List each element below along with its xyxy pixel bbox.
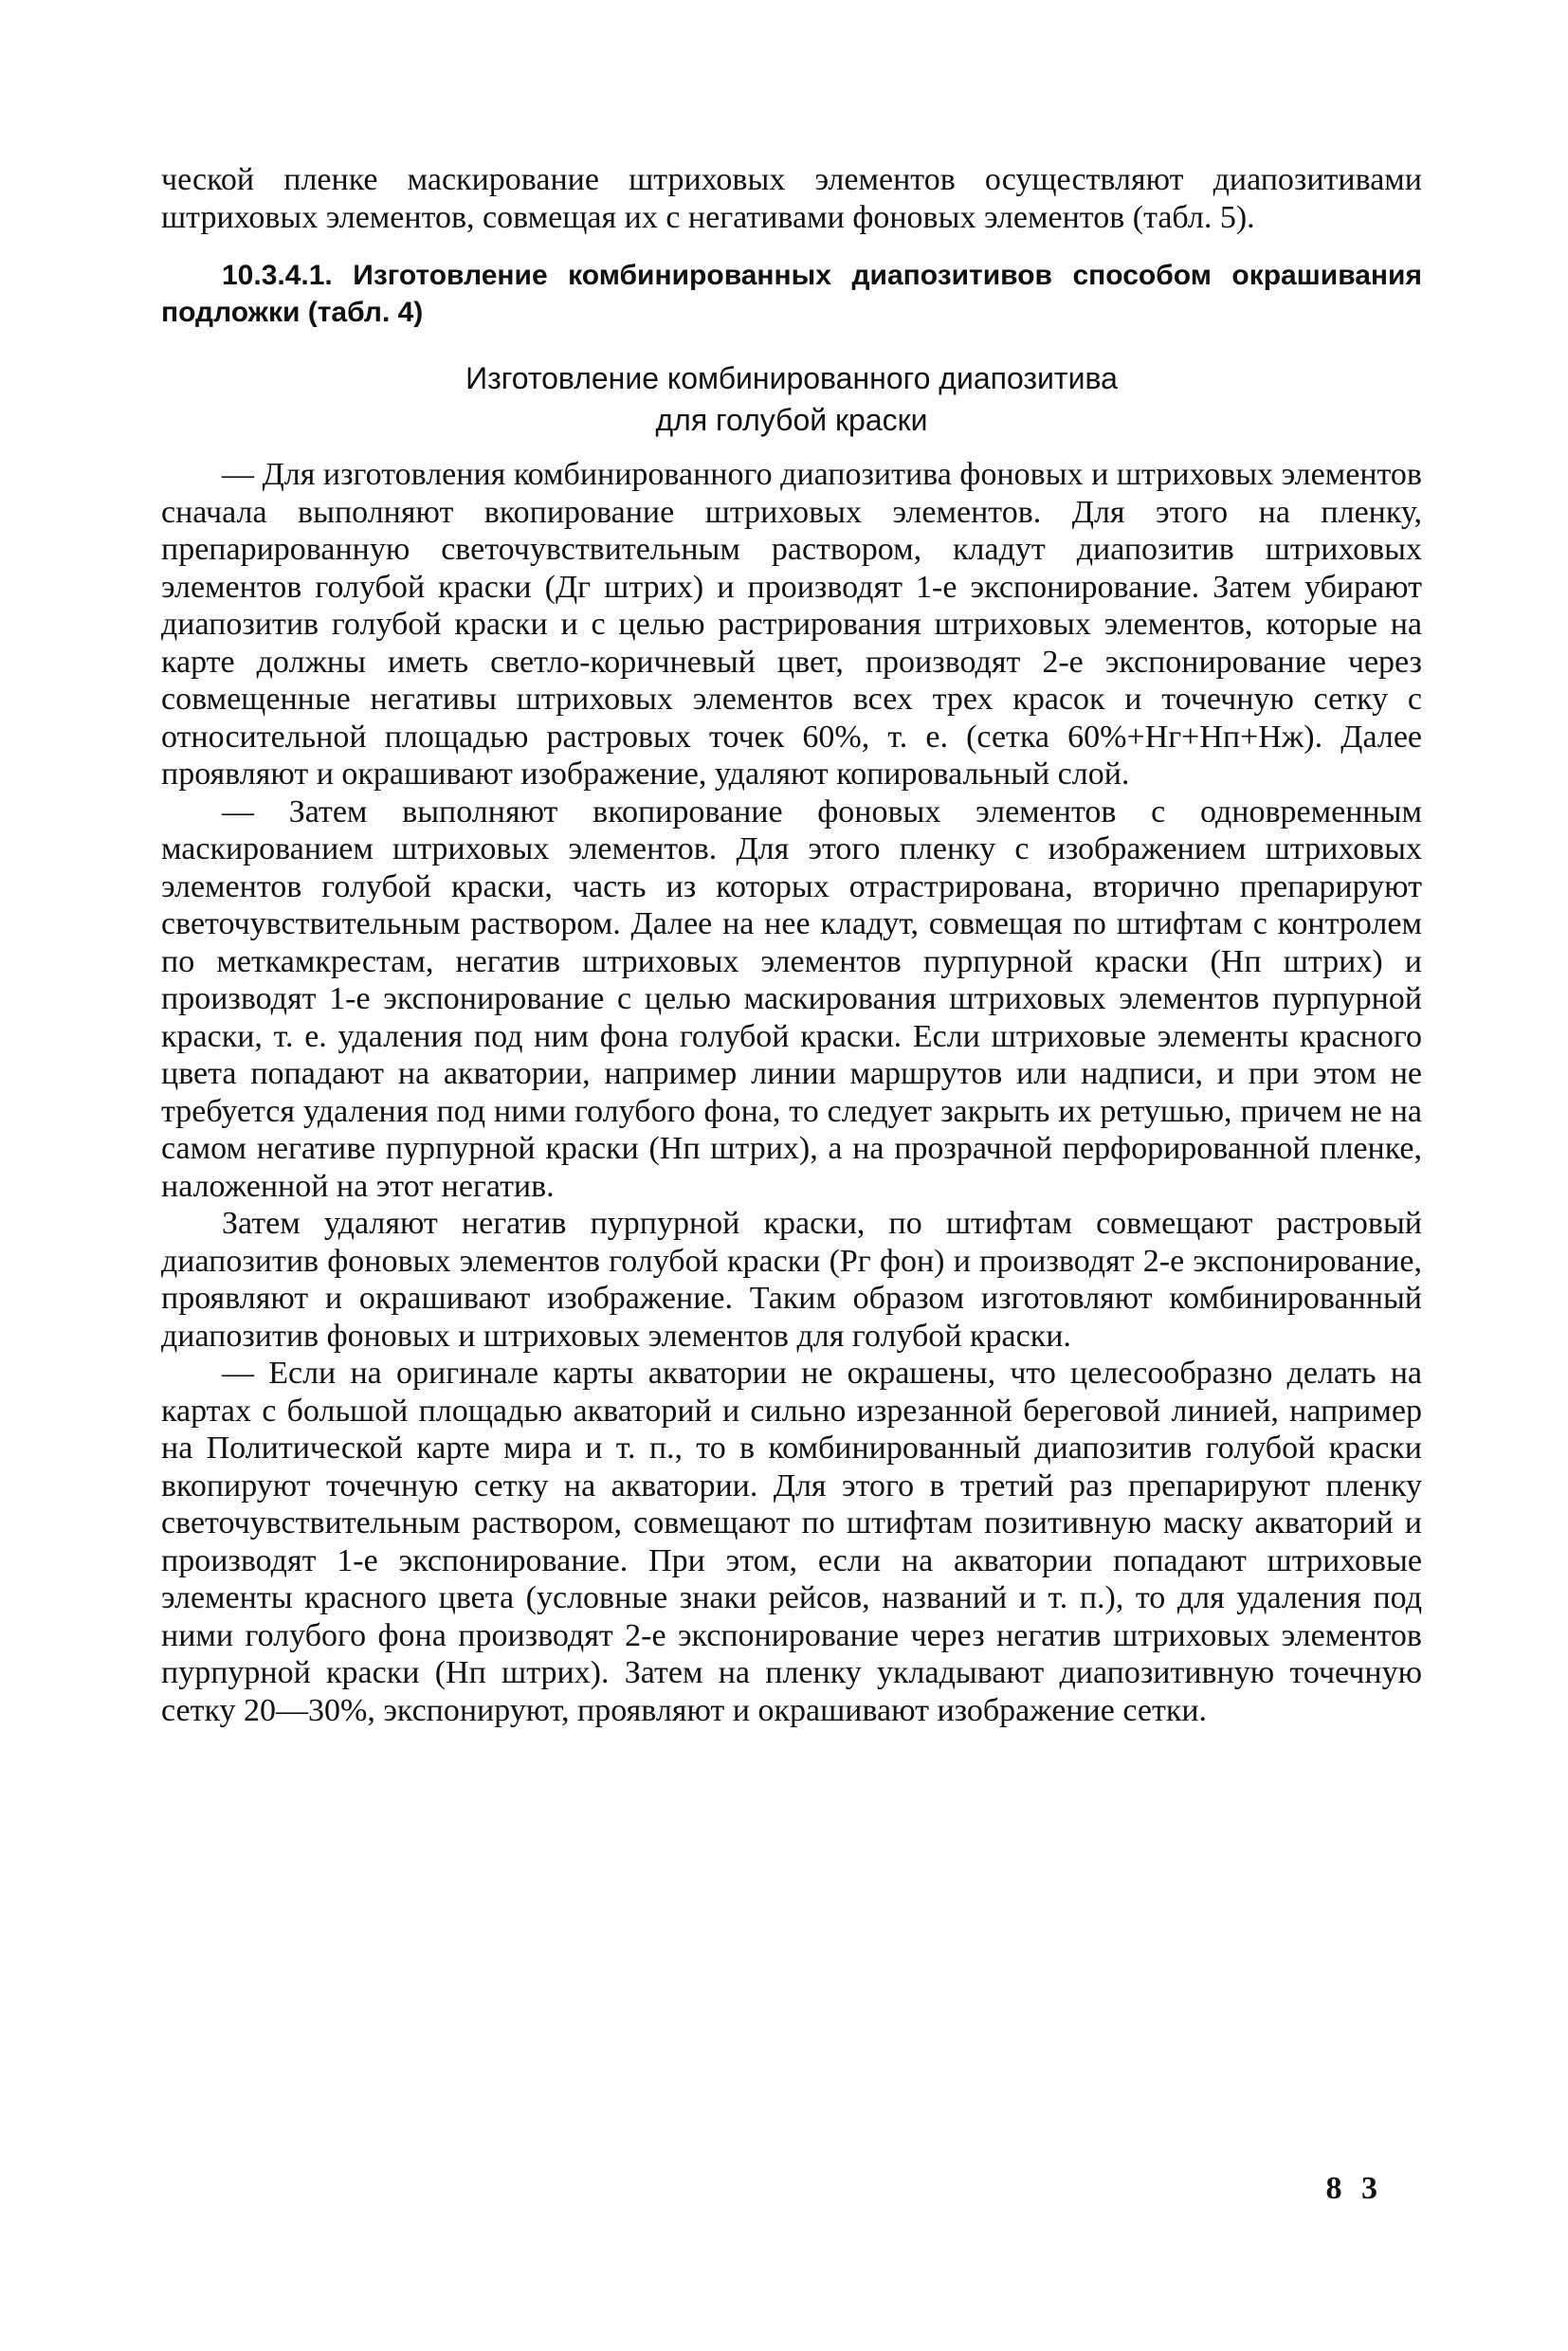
page-body <box>161 161 1422 1729</box>
subheading-line-1: Изготовление комбинированного диапозитива <box>465 361 1118 395</box>
body-paragraph-1: — Для изготовления комбинированного диапозитива фоновых и штриховых элементов сначала выполняют вкопирование штриховых элементов. Для этого на пленку, препарированную светочувствительным раствором, кладут диапозитив штриховых элементов голубой краски (Дг штрих) и производят 1-е экспонирование. Затем убирают диапозитив голубой краски и с целью растрирования штриховых элементов, которые на карте должны иметь светло-коричневый цвет, производят 2-е экспонирование через совмещенные негативы штриховых элементов всех трех красок и точечную сетку с относительной площадью растровых точек 60%, т. е. (сетка 60%+Нг+Нп+Нж). Далее проявляют и окрашивают изображение, удаляют копировальный слой. <box>161 457 1422 792</box>
page-number: 8 3 <box>1325 2171 1383 2206</box>
subheading-line-2: для голубой краски <box>655 403 928 437</box>
subheading <box>161 357 1422 441</box>
intro-paragraph: ческой пленке маскирование штриховых элементов осуществляют диапозитивами штриховых элементов, совмещая их с негативами фоновых элементов (табл. 5). <box>161 162 1422 235</box>
body-paragraph-4: — Если на оригинале карты акватории не окрашены, что целесообразно делать на картах с большой площадью акваторий и сильно изрезанной береговой линией, например на Политической карте мира и т. п., то в комбинированный диапозитив голубой краски вкопируют точечную сетку на акватории. Для этого в третий раз препарируют пленку светочувствительным раствором, совмещают по штифтам позитивную маску акваторий и производят 1-е экспонирование. При этом, если на акватории попадают штриховые элементы красного цвета (условные знаки рейсов, названий и т. п.), то для удаления под ними голубого фона производят 2-е экспонирование через негатив штриховых элементов пурпурной краски (Нп штрих). Затем на пленку укладывают диапозитивную точечную сетку 20—30%, экспонируют, проявляют и окрашивают изображение сетки. <box>161 1356 1422 1728</box>
section-heading: 10.3.4.1. Изготовление комбинированных диапозитивов способом окрашивания подложки (табл. 4) <box>161 260 1422 328</box>
body-paragraph-3: Затем удаляют негатив пурпурной краски, по штифтам совмещают растровый диапозитив фоновых элементов голубой краски (Рг фон) и производят 2-е экспонирование, проявляют и окрашивают изображение. Таким образом изготовляют комбинированный диапозитив фоновых и штриховых элементов для голубой краски. <box>161 1206 1422 1354</box>
body-paragraph-2: — Затем выполняют вкопирование фоновых элементов с одновременным маскированием штриховых элементов. Для этого пленку с изображением штриховых элементов голубой краски, часть из которых отрастрирована, вторично препарируют светочувствительным раствором. Далее на нее кладут, совмещая по штифтам с контролем по меткамкрестам, негатив штриховых элементов пурпурной краски (Нп штрих) и производят 1-е экспонирование с целью маскирования штриховых элементов пурпурной краски, т. е. удаления под ним фона голубой краски. Если штриховые элементы красного цвета попадают на акватории, например линии маршрутов или надписи, и при этом не требуется удаления под ними голубого фона, то следует закрыть их ретушью, причем не на самом негативе пурпурной краски (Нп штрих), а на прозрачной перфорированной пленке, наложенной на этот негатив. <box>161 793 1422 1204</box>
